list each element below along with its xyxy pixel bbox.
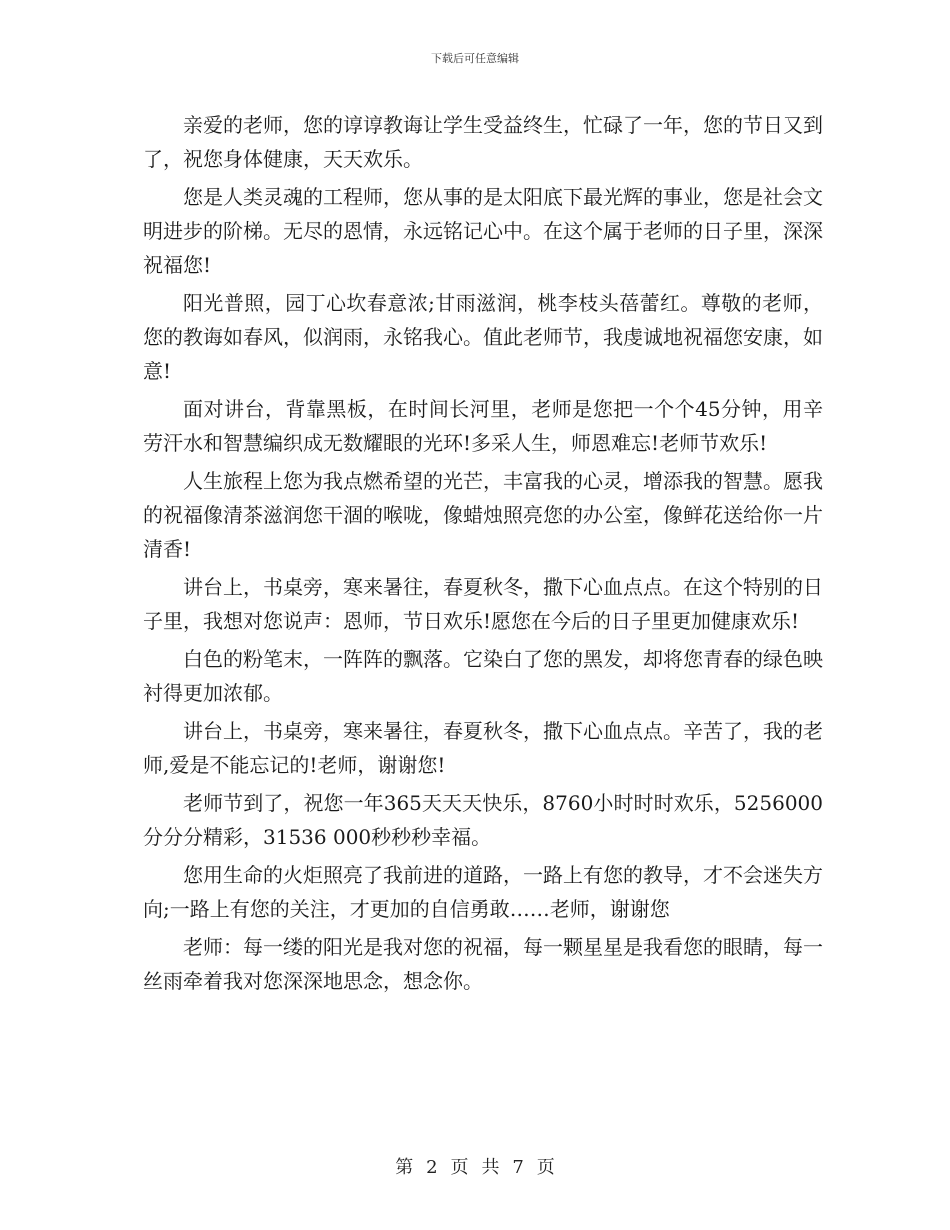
paragraph-5: 人生旅程上您为我点燃希望的光芒，丰富我的心灵，增添我的智慧。愿我的祝福像清茶滋润您干涸的喉咙，像蜡烛照亮您的办公室，像鲜花送给你一片清香! <box>143 469 823 561</box>
paragraph-2: 您是人类灵魂的工程师，您从事的是太阳底下最光辉的事业，您是社会文明进步的阶梯。无尽的恩情，永远铭记心中。在这个属于老师的日子里，深深祝福您! <box>143 185 823 277</box>
paragraph-11: 老师：每一缕的阳光是我对您的祝福，每一颗星星是我看您的眼睛，每一丝雨牵着我对您深深地思念，想念你。 <box>143 935 823 993</box>
paragraph-3: 阳光普照，园丁心坎春意浓;甘雨滋润，桃李枝头蓓蕾红。尊敬的老师，您的教诲如春风，似润雨，永铭我心。值此老师节，我虔诚地祝福您安康，如意! <box>143 291 823 383</box>
paragraph-9: 老师节到了，祝您一年365天天天快乐，8760小时时时欢乐，5256000分分分精彩，31536 000秒秒秒幸福。 <box>143 791 823 849</box>
paragraph-6: 讲台上，书桌旁，寒来暑往，春夏秋冬，撒下心血点点。在这个特别的日子里，我想对您说声：恩师，节日欢乐!愿您在今后的日子里更加健康欢乐! <box>143 575 823 633</box>
paragraph-4: 面对讲台，背靠黑板，在时间长河里，老师是您把一个个45分钟，用辛劳汗水和智慧编织成无数耀眼的光环!多采人生，师恩难忘!老师节欢乐! <box>143 397 823 455</box>
paragraph-10: 您用生命的火炬照亮了我前进的道路，一路上有您的教导，才不会迷失方向;一路上有您的关注，才更加的自信勇敢……老师，谢谢您 <box>143 863 823 921</box>
paragraph-1: 亲爱的老师，您的谆谆教诲让学生受益终生，忙碌了一年，您的节日又到了，祝您身体健康，天天欢乐。 <box>143 113 823 171</box>
paragraph-7: 白色的粉笔末，一阵阵的飘落。它染白了您的黑发，却将您青春的绿色映衬得更加浓郁。 <box>143 647 823 705</box>
page-header: 下载后可任意编辑 <box>431 52 519 65</box>
page-footer: 第 2 页 共 7 页 <box>395 1157 555 1178</box>
paragraph-8: 讲台上，书桌旁，寒来暑往，春夏秋冬，撒下心血点点。辛苦了，我的老师,爱是不能忘记的!老师，谢谢您! <box>143 719 823 777</box>
document-body <box>143 108 823 1002</box>
